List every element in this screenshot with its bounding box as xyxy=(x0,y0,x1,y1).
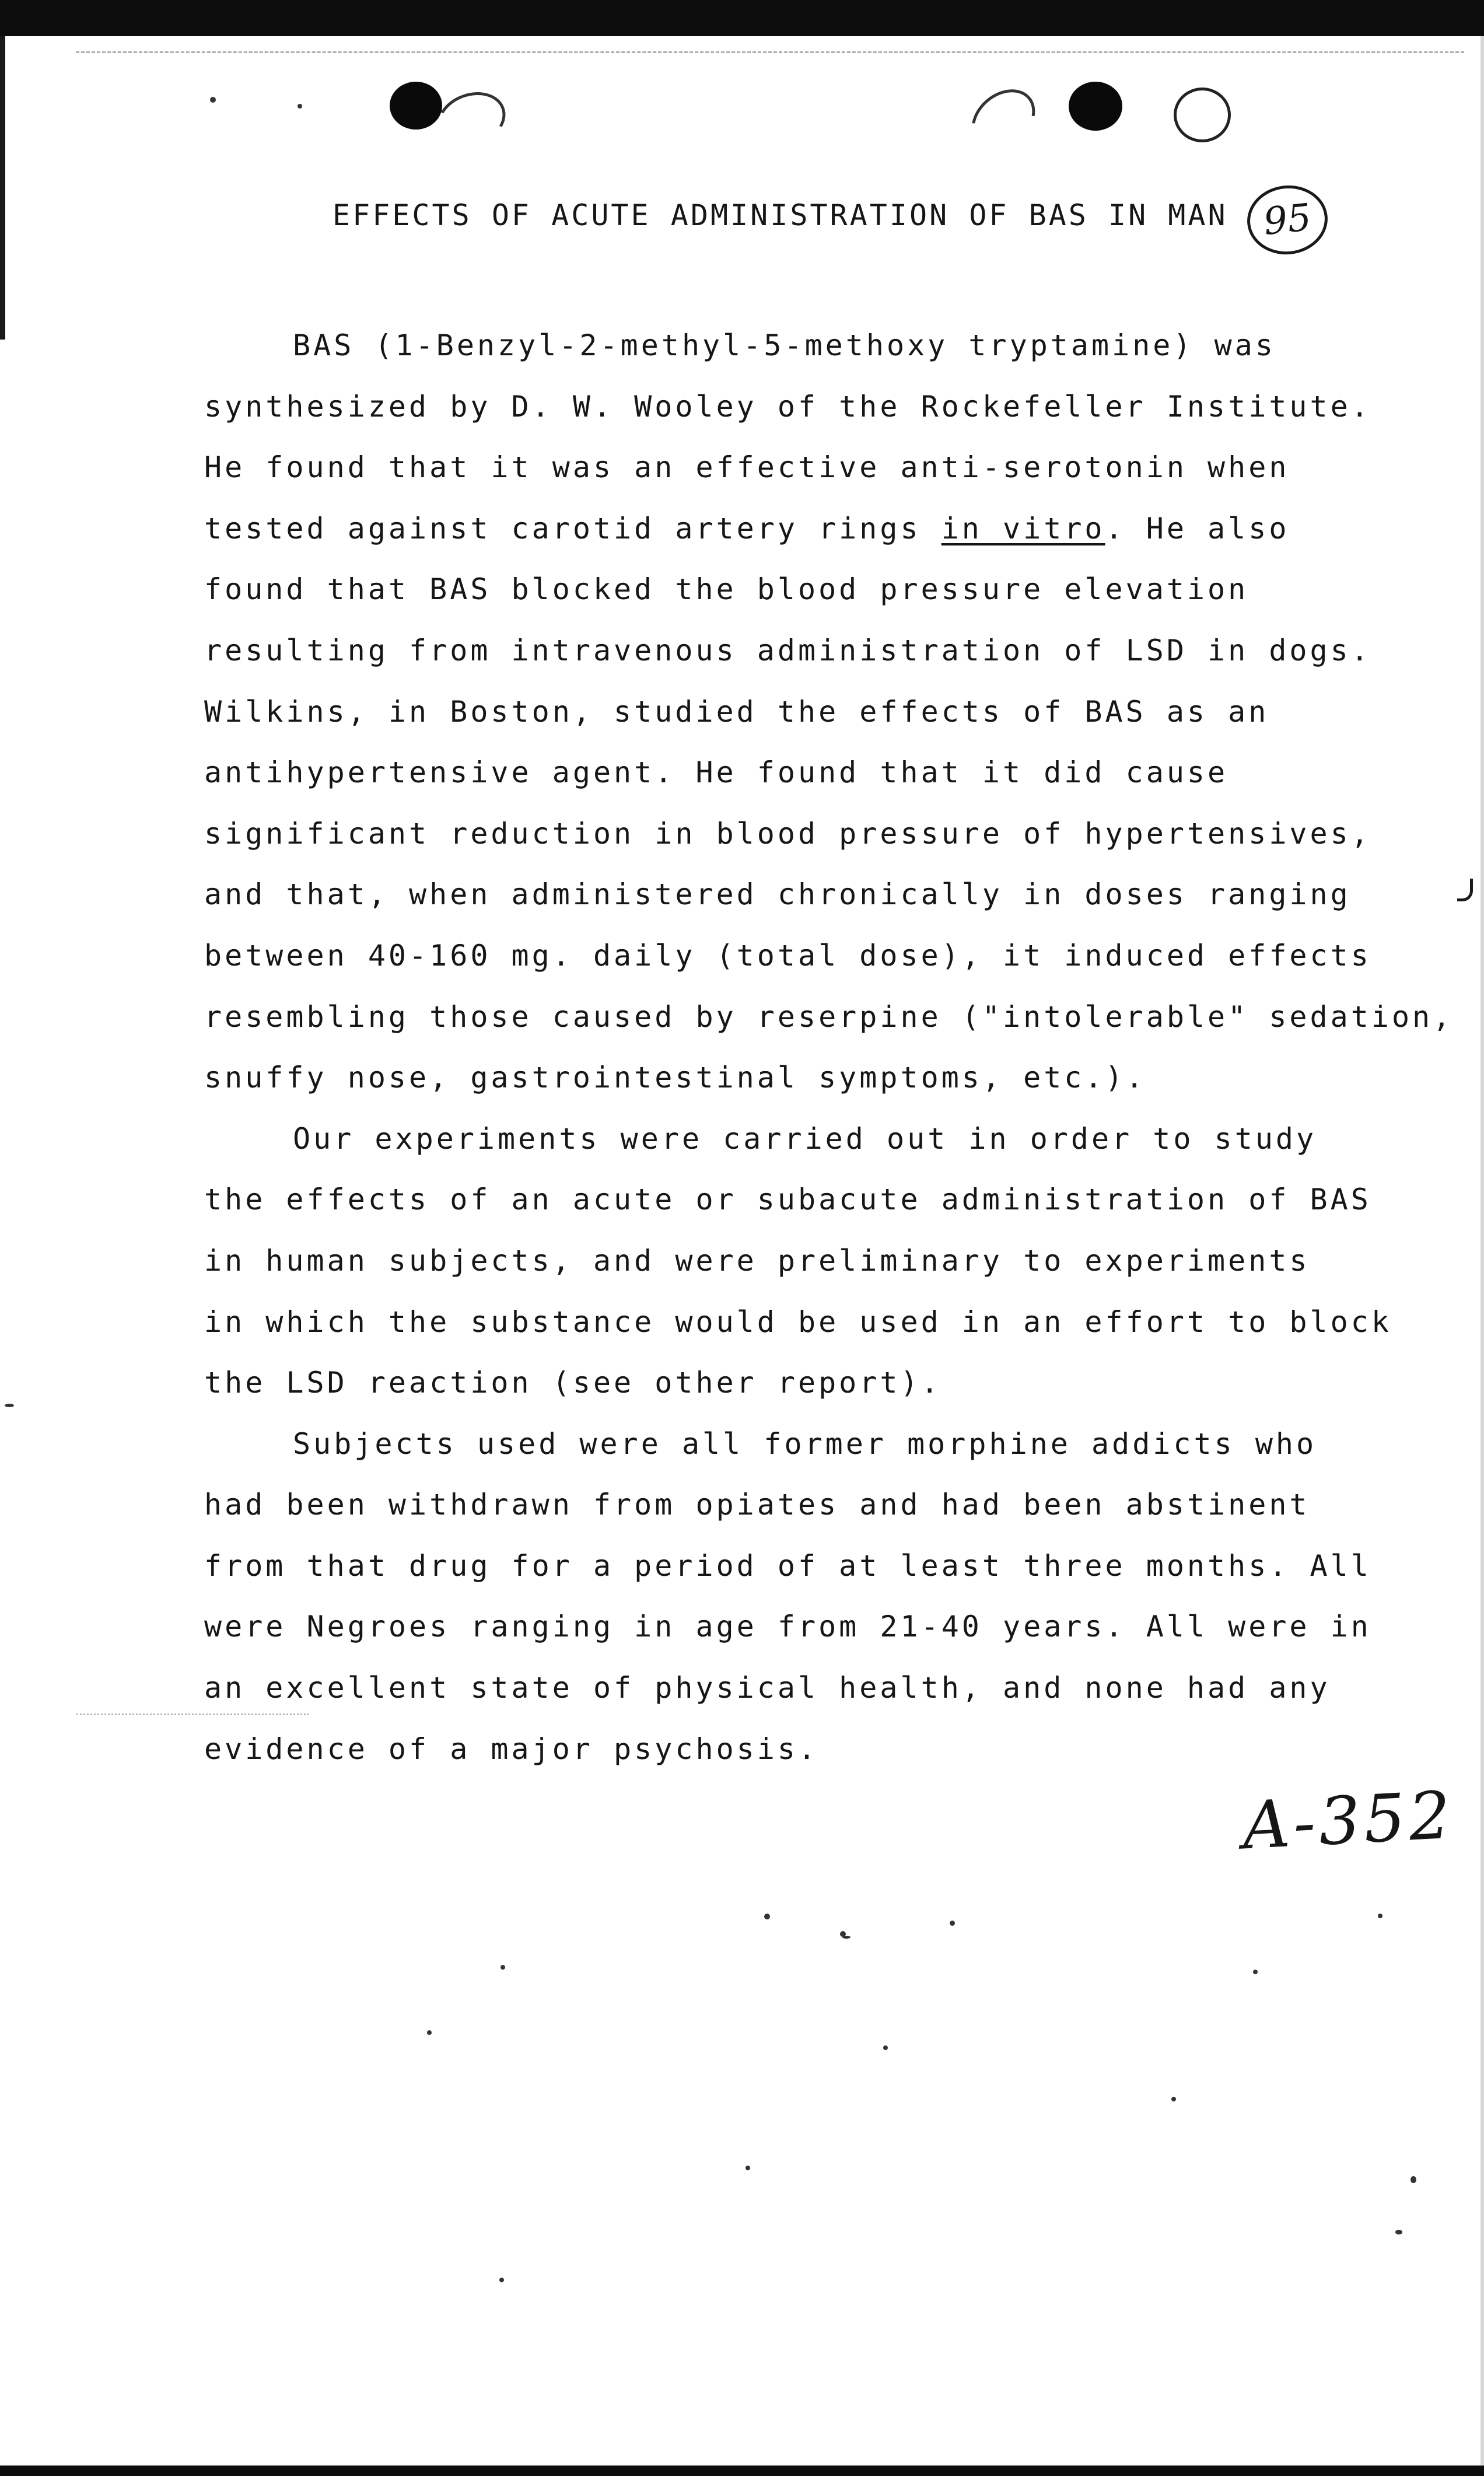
scan-speck xyxy=(1171,2097,1176,2101)
text-line: snuffy nose, gastrointestinal symptoms, etc.). xyxy=(204,1061,1146,1095)
text-line: evidence of a major psychosis. xyxy=(204,1732,819,1766)
punch-hole-right-shadow xyxy=(960,77,1047,162)
text-line xyxy=(204,498,1400,559)
scan-speck xyxy=(1378,1914,1382,1918)
text-line: the effects of an acute or subacute administration of BAS xyxy=(204,1183,1371,1217)
scan-artifact-line xyxy=(76,51,1464,58)
scan-speck xyxy=(499,2278,504,2282)
text-line: were Negroes ranging in age from 21-40 years. All were in xyxy=(204,1610,1371,1644)
scan-top-border xyxy=(0,0,1484,36)
document-body xyxy=(204,315,1454,1779)
scan-right-edge xyxy=(1480,36,1484,2465)
text-line: Subjects used were all former morphine addicts who xyxy=(293,1426,1317,1461)
text-line: synthesized by D. W. Wooley of the Rockefeller Institute. xyxy=(204,389,1371,424)
scan-speck xyxy=(764,1914,770,1919)
scan-speck xyxy=(883,2045,888,2050)
scan-speck xyxy=(210,97,216,103)
scan-speck xyxy=(298,104,302,109)
text-line: from that drug for a period of at least three months. All xyxy=(204,1548,1371,1583)
scan-speck xyxy=(501,1965,505,1970)
scan-speck xyxy=(746,2166,750,2170)
text-line: He found that it was an effective anti-serotonin when xyxy=(204,450,1290,485)
text-line: significant reduction in blood pressure of hypertensives, xyxy=(204,816,1371,851)
text-segment: . He also xyxy=(1105,511,1290,545)
text-line: Wilkins, in Boston, studied the effects of BAS as an xyxy=(204,694,1269,729)
punch-hole-left-shadow xyxy=(429,83,513,156)
underlined-term: in vitro xyxy=(941,511,1105,545)
text-line: an excellent state of physical health, and none had any xyxy=(204,1671,1331,1705)
scan-speck xyxy=(5,1404,14,1407)
scan-bottom-border xyxy=(0,2465,1484,2476)
scan-speck xyxy=(1253,1970,1258,1974)
punch-hole-left xyxy=(390,82,442,130)
text-line: antihypertensive agent. He found that it did cause xyxy=(204,756,1228,790)
scan-speck xyxy=(842,1936,850,1939)
scan-speck xyxy=(1395,2230,1402,2234)
text-line: and that, when administered chronically in doses ranging xyxy=(204,877,1351,912)
text-line: in human subjects, and were preliminary to experiments xyxy=(204,1243,1310,1278)
page-number: 95 xyxy=(1261,195,1314,244)
text-line: had been withdrawn from opiates and had been abstinent xyxy=(204,1488,1310,1522)
handwritten-document-code: A-352 xyxy=(1240,1777,1456,1865)
text-line: BAS (1-Benzyl-2-methyl-5-methoxy tryptamine) was xyxy=(293,328,1276,362)
text-line: resembling those caused by reserpine ("intolerable" sedation, xyxy=(204,999,1454,1034)
punch-hole-right xyxy=(1069,82,1122,131)
page-number-circled xyxy=(1244,181,1331,258)
scan-left-border xyxy=(0,36,5,340)
text-line: in which the substance would be used in an effort to block xyxy=(204,1305,1392,1339)
punch-hole-far-right xyxy=(1174,88,1231,142)
text-line: resulting from intravenous administration of LSD in dogs. xyxy=(204,633,1371,667)
document-title: EFFECTS OF ACUTE ADMINISTRATION OF BAS IN MAN xyxy=(332,198,1228,232)
check-mark xyxy=(1457,879,1473,901)
scan-speck xyxy=(427,2030,432,2035)
text-line: between 40-160 mg. daily (total dose), it induced effects xyxy=(204,938,1371,973)
text-line: the LSD reaction (see other report). xyxy=(204,1366,942,1400)
text-segment: tested against carotid artery rings xyxy=(204,511,942,545)
text-line: found that BAS blocked the blood pressure elevation xyxy=(204,572,1249,607)
scan-speck xyxy=(950,1921,955,1926)
text-line: Our experiments were carried out in order to study xyxy=(293,1121,1317,1156)
scan-speck xyxy=(1410,2176,1416,2183)
